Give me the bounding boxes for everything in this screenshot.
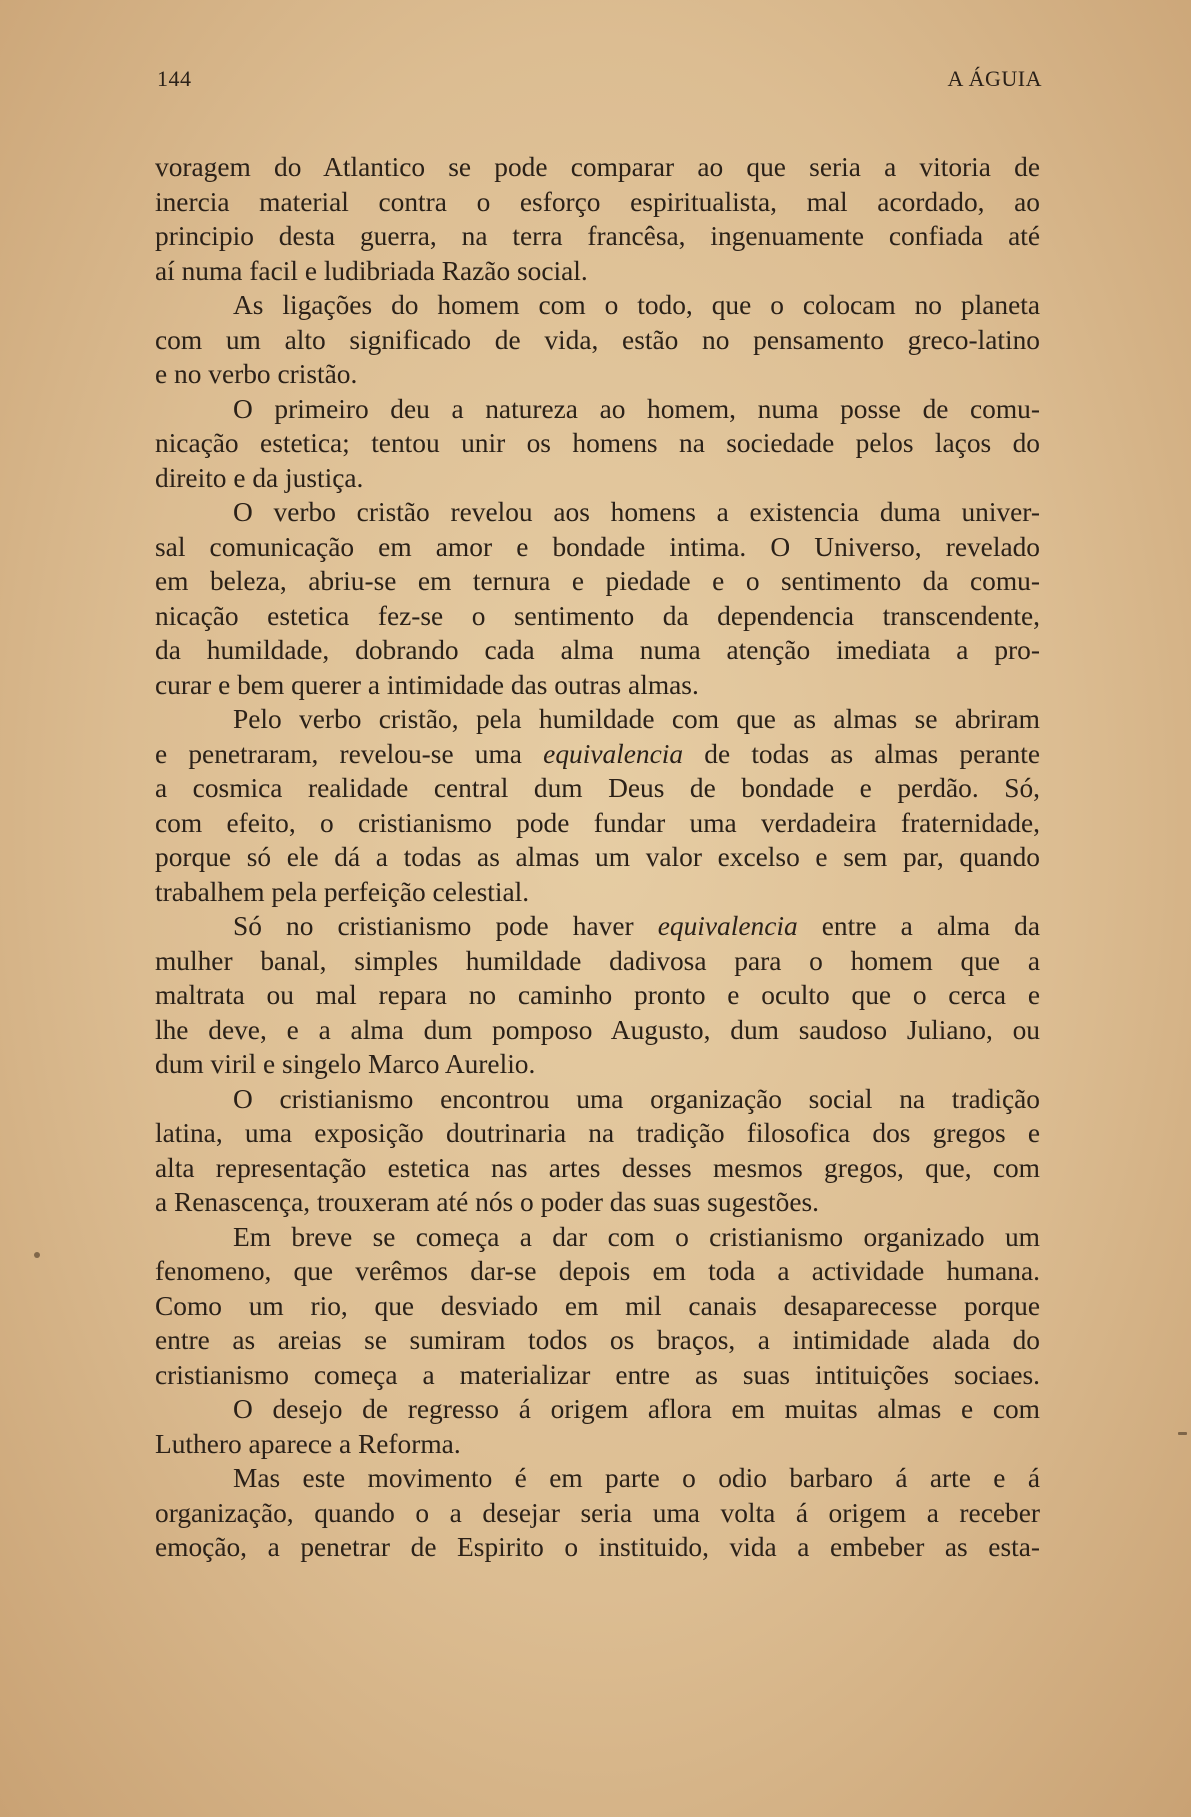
text-line: fenomeno, que verêmos dar-se depois em toda a actividade humana. [155, 1256, 1040, 1286]
text-line: latina, uma exposição doutrinaria na tradição filosofica dos gregos e [155, 1118, 1040, 1148]
text-line: direito e da justiça. [155, 462, 364, 493]
text-line: mulher banal, simples humildade dadivosa para o homem que a [155, 945, 1040, 976]
text-line: inercia material contra o esforço espiritualista, mal acordado, ao [155, 186, 1040, 217]
text-line-with-italic [155, 909, 1040, 944]
italic-term: equivalencia [543, 738, 684, 769]
text-line: dum viril e singelo Marco Aurelio. [155, 1049, 536, 1079]
text-line: organização, quando o a desejar seria uma volta á origem a receber [155, 1497, 1040, 1528]
text-line: nicação estetica; tentou unir os homens na sociedade pelos laços do [155, 428, 1040, 458]
text-line: maltrata ou mal repara no caminho pronto e oculto que o cerca e [155, 980, 1040, 1010]
text-line: Luthero aparece a Reforma. [155, 1428, 461, 1459]
text-fragment: e penetraram, revelou-se uma [155, 738, 522, 769]
text-line: principio desta guerra, na terra francêsa, ingenuamente confiada até [155, 221, 1040, 251]
italic-term: equivalencia [657, 911, 798, 941]
text-line: entre as areias se sumiram todos os braços, a intimidade alada do [155, 1325, 1040, 1355]
text-line: emoção, a penetrar de Espirito o instituido, vida a embeber as esta- [155, 1532, 1040, 1562]
text-line: nicação estetica fez-se o sentimento da dependencia transcendente, [155, 600, 1040, 631]
paper-speck [34, 1252, 40, 1258]
text-line: a Renascença, trouxeram até nós o poder das suas sugestões. [155, 1187, 820, 1217]
text-line: Pelo verbo cristão, pela humildade com que as almas se abriram [233, 704, 1040, 734]
text-fragment: Só no cristianismo pode haver [233, 911, 634, 941]
text-line: em beleza, abriu-se em ternura e piedade e o sentimento da comu- [155, 566, 1040, 596]
text-line: voragem do Atlantico se pode comparar ao que seria a vitoria de [155, 152, 1040, 182]
text-line: da humildade, dobrando cada alma numa atenção imediata a pro- [155, 635, 1040, 665]
text-line: sal comunicação em amor e bondade intima. O Universo, revelado [155, 531, 1040, 562]
page-number: 144 [157, 66, 192, 91]
text-line-with-italic [155, 737, 1040, 772]
text-line: Como um rio, que desviado em mil canais desaparecesse porque [155, 1290, 1040, 1321]
text-line: cristianismo começa a materializar entre as suas intituições sociaes. [155, 1359, 1040, 1390]
text-line: alta representação estetica nas artes desses mesmos gregos, que, com [155, 1152, 1040, 1183]
text-line: O verbo cristão revelou aos homens a existencia duma univer- [233, 497, 1040, 527]
running-head: A ÁGUIA [947, 66, 1042, 91]
text-line: aí numa facil e ludibriada Razão social. [155, 255, 588, 286]
text-line: curar e bem querer a intimidade das outras almas. [155, 669, 699, 700]
text-line: As ligações do homem com o todo, que o colocam no planeta [233, 290, 1040, 320]
text-line: porque só ele dá a todas as almas um valor excelso e sem par, quando [155, 842, 1040, 872]
text-line: Mas este movimento é em parte o odio barbaro á arte e á [233, 1463, 1040, 1493]
text-line: com um alto significado de vida, estão no pensamento greco-latino [155, 324, 1040, 355]
text-line: lhe deve, e a alma dum pomposo Augusto, dum saudoso Juliano, ou [155, 1014, 1040, 1045]
text-line: e no verbo cristão. [155, 359, 358, 389]
text-line: Em breve se começa a dar com o cristianismo organizado um [233, 1221, 1040, 1252]
text-fragment: entre a alma da [821, 911, 1040, 941]
text-line: a cosmica realidade central dum Deus de bondade e perdão. Só, [155, 773, 1040, 803]
text-line: O primeiro deu a natureza ao homem, numa posse de comu- [233, 393, 1040, 424]
text-line: O desejo de regresso á origem aflora em muitas almas e com [233, 1394, 1040, 1424]
text-line: trabalhem pela perfeição celestial. [155, 876, 530, 907]
text-line: com efeito, o cristianismo pode fundar uma verdadeira fraternidade, [155, 807, 1040, 838]
body-text [155, 150, 1040, 1565]
page-header [157, 66, 1042, 96]
text-fragment: de todas as almas perante [704, 738, 1040, 769]
paper-speck [1178, 1432, 1187, 1435]
text-line: O cristianismo encontrou uma organização social na tradição [233, 1083, 1040, 1114]
